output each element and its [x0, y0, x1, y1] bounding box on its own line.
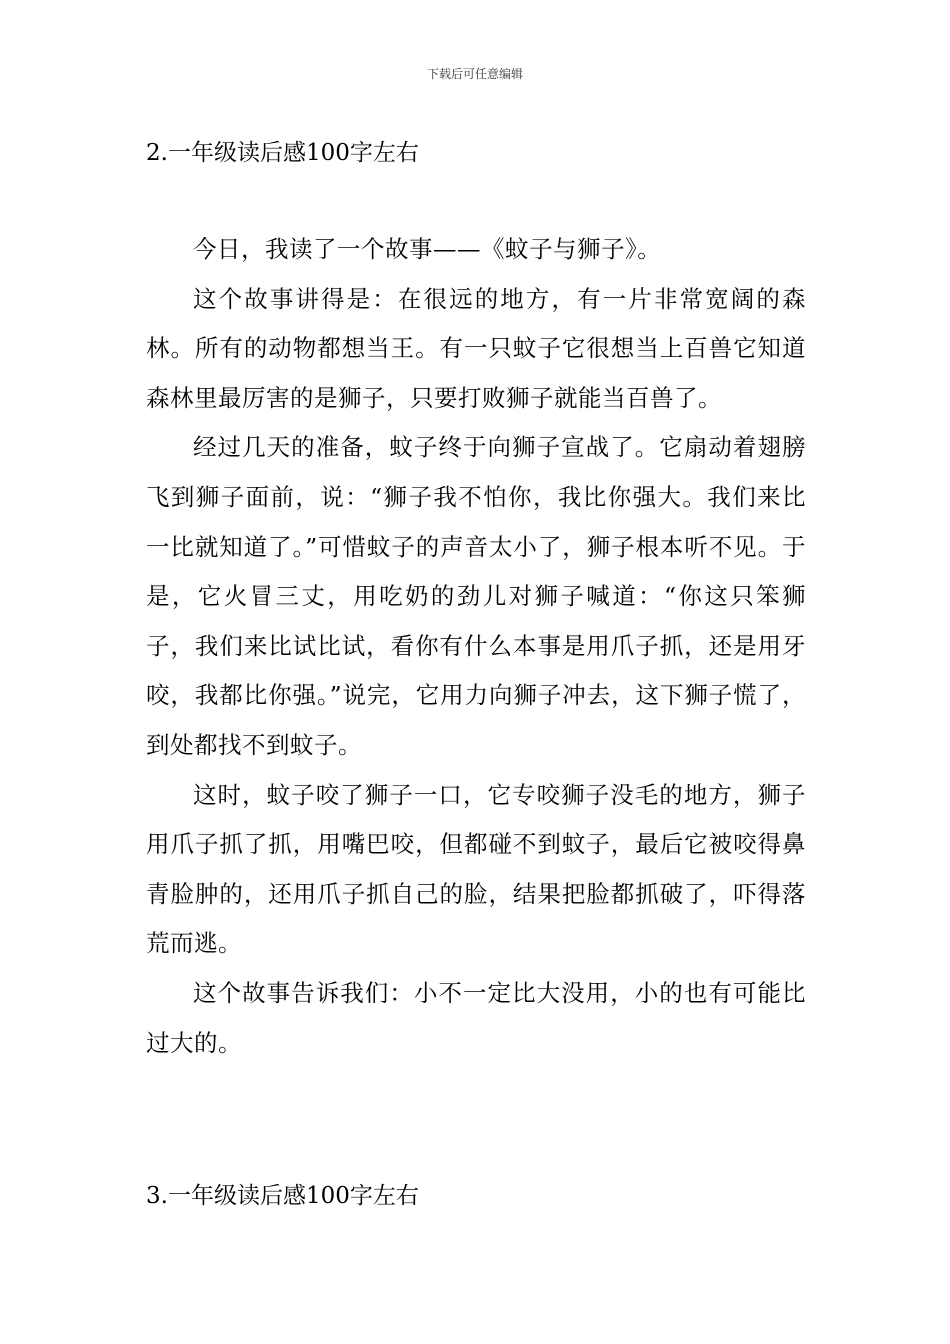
section-heading-3: 3.一年级读后感100字左右	[146, 1183, 419, 1209]
essay-body	[146, 225, 806, 1068]
paragraph-moral: 这个故事告诉我们：小不一定比大没用，小的也有可能比过大的。	[146, 978, 806, 1057]
paragraph-battle: 这时，蚊子咬了狮子一口，它专咬狮子没毛的地方，狮子用爪子抓了抓，用嘴巴咬，但都碰不到蚊子，最后它被咬得鼻青脸肿的，还用爪子抓自己的脸，结果把脸都抓破了，吓得落荒而逃。	[146, 780, 806, 958]
header-note: 下载后可任意编辑	[426, 67, 523, 81]
paragraph-challenge: 经过几天的准备，蚊子终于向狮子宣战了。它扇动着翅膀飞到狮子面前，说：“狮子我不怕你，我比你强大。我们来比一比就知道了。”可惜蚊子的声音太小了，狮子根本听不见。于是，它火冒三丈，用吃奶的劲儿对狮子喊道：“你这只笨狮子，我们来比试比试，看你有什么本事是用爪子抓，还是用牙咬，我都比你强。”说完，它用力向狮子冲去，这下狮子慌了，到处都找不到蚊子。	[146, 433, 806, 759]
paragraph-intro: 今日，我读了一个故事——《蚊子与狮子》。	[193, 235, 662, 263]
section-heading-2: 2.一年级读后感100字左右	[146, 140, 419, 166]
paragraph-story-summary: 这个故事讲得是：在很远的地方，有一片非常宽阔的森林。所有的动物都想当王。有一只蚊子它很想当上百兽它知道森林里最厉害的是狮子，只要打败狮子就能当百兽了。	[146, 284, 806, 412]
